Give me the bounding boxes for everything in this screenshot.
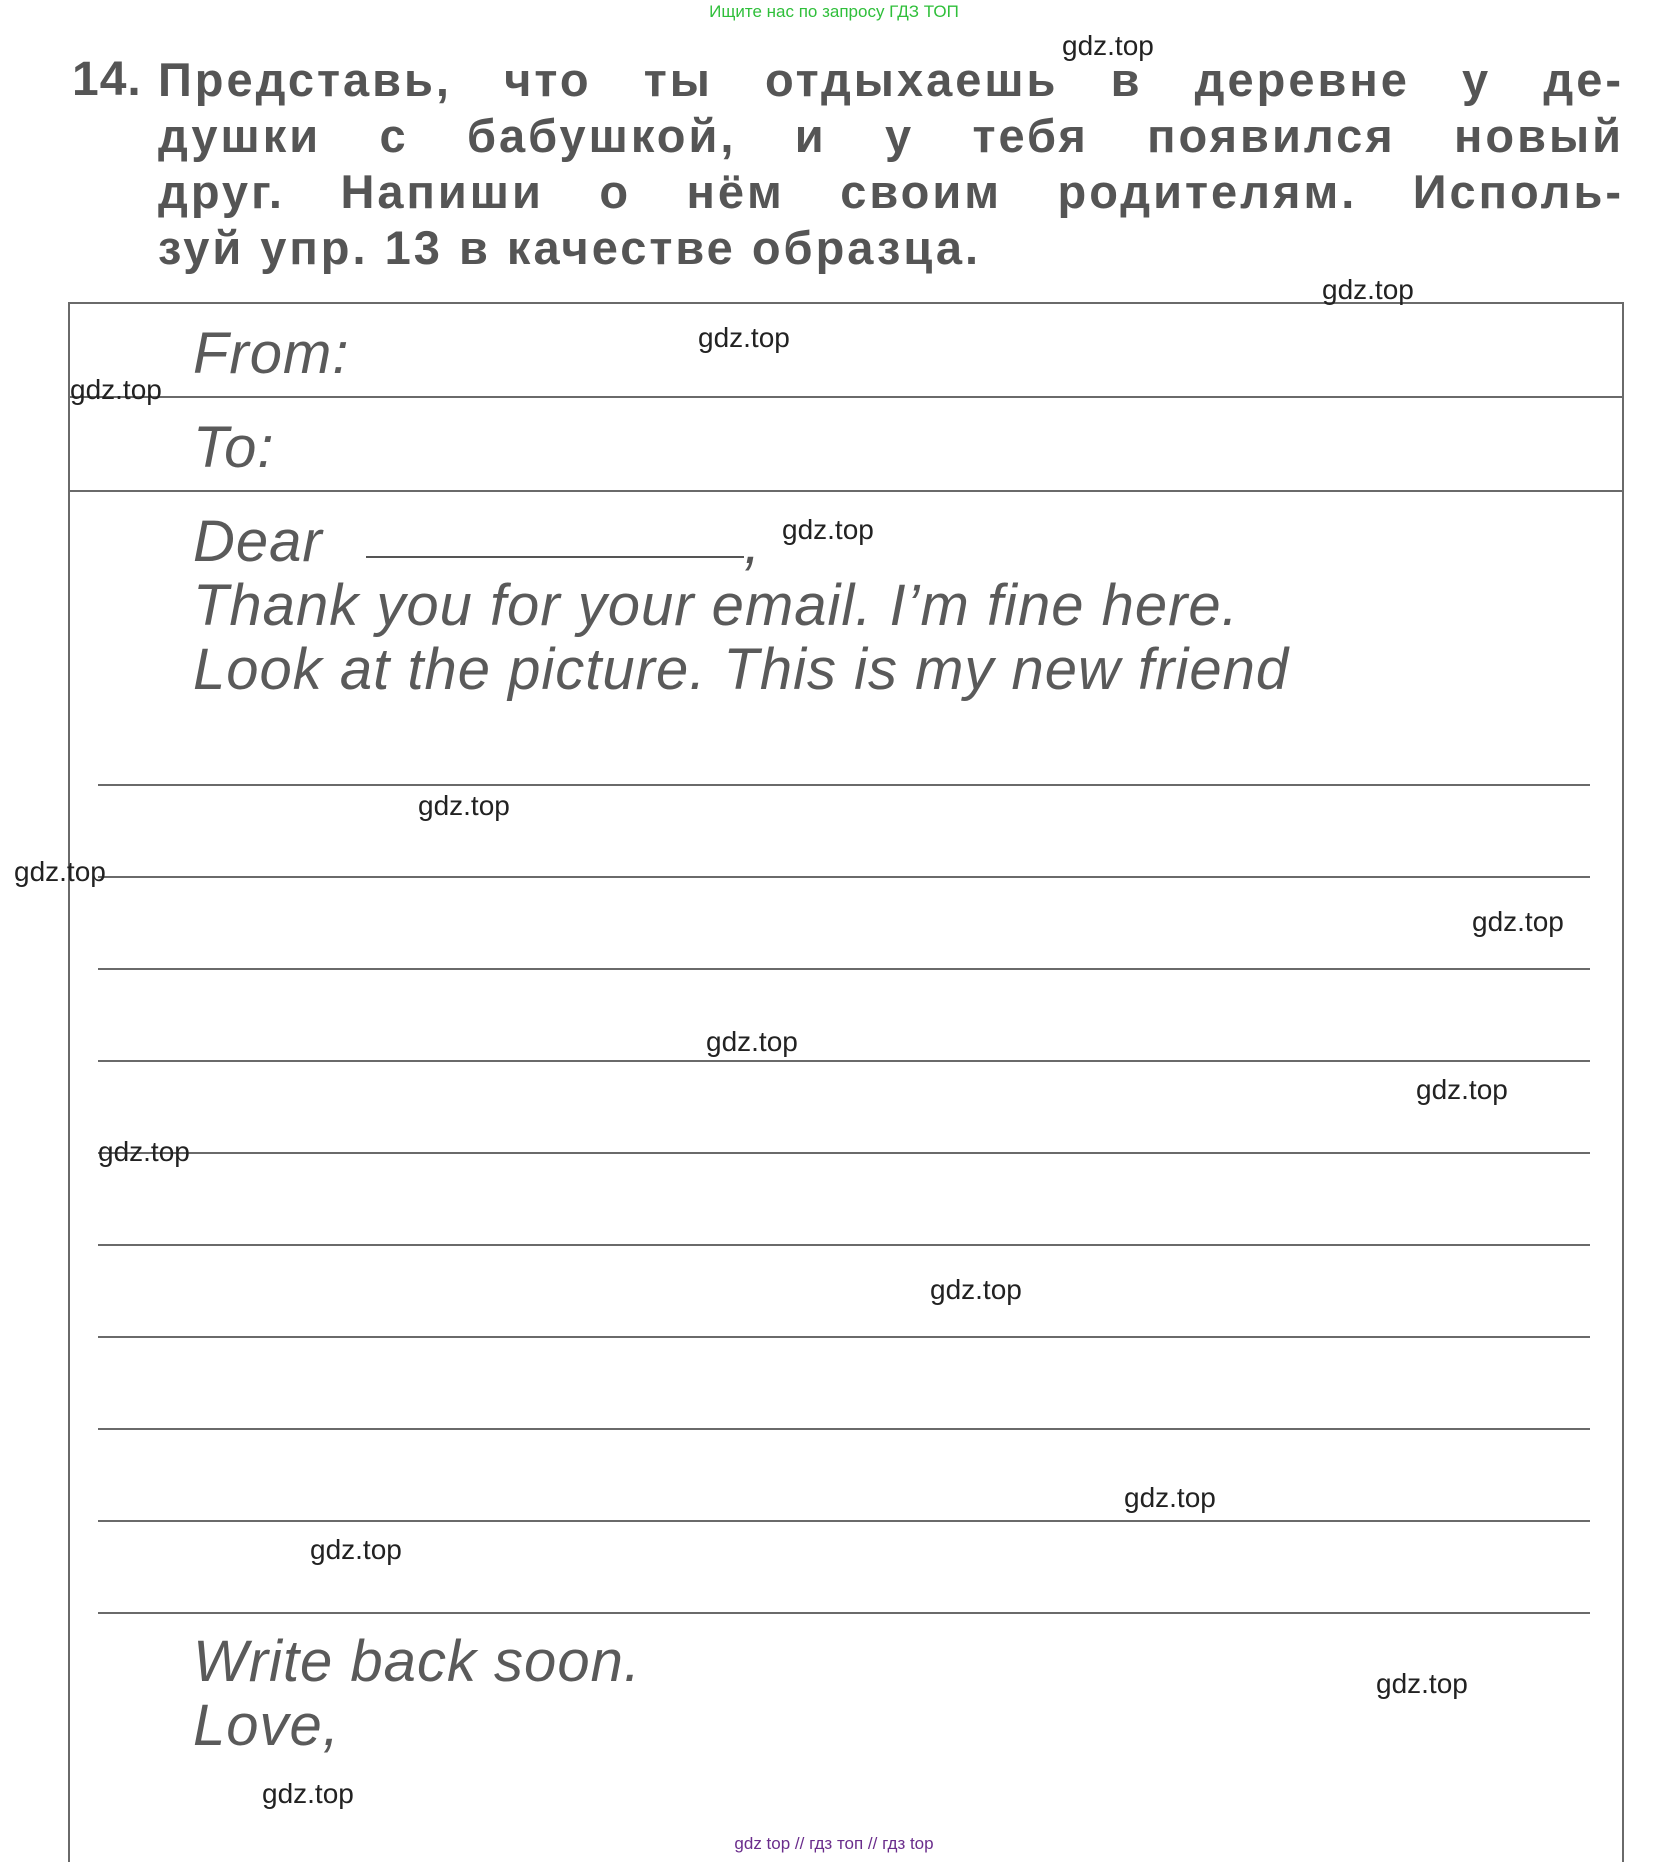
watermark: gdz.top	[1062, 30, 1154, 61]
writing-line[interactable]	[98, 876, 1590, 878]
dear-name-blank[interactable]	[366, 556, 744, 558]
to-label: To:	[193, 415, 275, 480]
letter-line-1: Thank you for your email. I’m fine here.	[193, 573, 1239, 638]
writing-line[interactable]	[98, 784, 1590, 786]
task-line-4: зуй упр. 13 в качестве образца.	[158, 221, 982, 274]
task-line-1: Представь, что ты отдыхаешь в деревне у де-	[158, 53, 1624, 106]
writing-line[interactable]	[98, 1244, 1590, 1246]
watermark: gdz.top	[706, 1026, 798, 1057]
watermark: gdz.top	[698, 322, 790, 353]
closing-line-1: Write back soon.	[193, 1629, 641, 1694]
letter-line-2: Look at the picture. This is my new friend	[193, 637, 1290, 702]
writing-line[interactable]	[98, 1520, 1590, 1522]
writing-line[interactable]	[98, 968, 1590, 970]
writing-line[interactable]	[98, 1152, 1590, 1154]
task-line-3: друг. Напиши о нём своим родителям. Исполь-	[158, 165, 1624, 218]
watermark: gdz.top	[70, 374, 162, 405]
writing-line[interactable]	[98, 1612, 1590, 1614]
top-banner: Ищите нас по запросу ГДЗ ТОП	[709, 2, 959, 21]
watermark: gdz.top	[262, 1778, 354, 1809]
bottom-banner: gdz top // гдз топ // гдз top	[734, 1834, 934, 1853]
watermark: gdz.top	[98, 1136, 190, 1167]
from-divider	[68, 396, 1624, 398]
watermark: gdz.top	[1416, 1074, 1508, 1105]
watermark: gdz.top	[1322, 274, 1414, 305]
watermark: gdz.top	[930, 1274, 1022, 1305]
task-number: 14.	[72, 53, 142, 106]
writing-line[interactable]	[98, 1060, 1590, 1062]
writing-line[interactable]	[98, 1336, 1590, 1338]
watermark: gdz.top	[1376, 1668, 1468, 1699]
writing-line[interactable]	[98, 1428, 1590, 1430]
closing-line-2: Love,	[193, 1693, 340, 1758]
dear-label: Dear	[193, 509, 323, 574]
watermark: gdz.top	[310, 1534, 402, 1565]
watermark: gdz.top	[1472, 906, 1564, 937]
from-label: From:	[193, 321, 350, 386]
to-divider	[68, 490, 1624, 492]
watermark: gdz.top	[1124, 1482, 1216, 1513]
watermark: gdz.top	[14, 856, 106, 887]
task-line-2: душки с бабушкой, и у тебя появился новый	[158, 109, 1624, 162]
watermark: gdz.top	[782, 514, 874, 545]
dear-comma: ,	[744, 511, 761, 576]
watermark: gdz.top	[418, 790, 510, 821]
